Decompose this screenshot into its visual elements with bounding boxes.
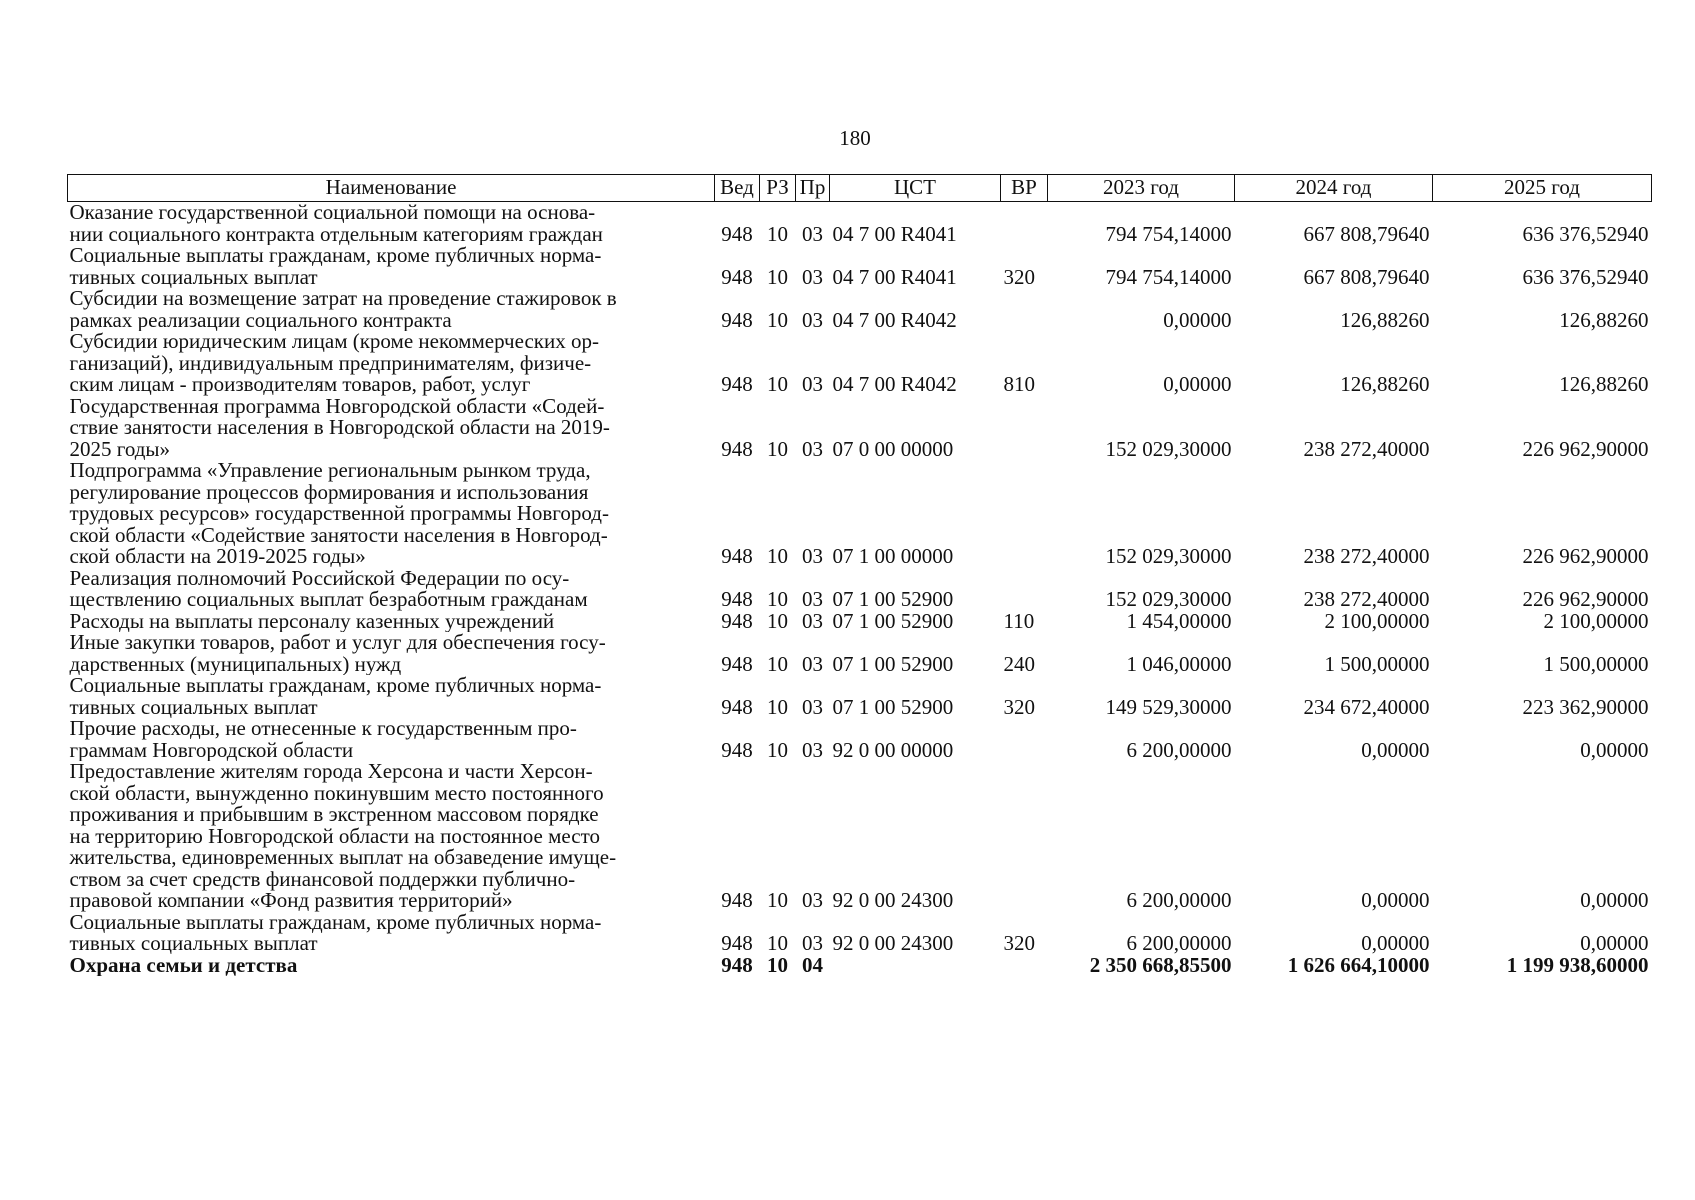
header-vr: ВР <box>1001 175 1048 202</box>
cell-2025: 126,88260 <box>1559 307 1649 331</box>
cell-pr: 03 <box>802 694 823 718</box>
cell-rz: 10 <box>767 587 788 611</box>
cell-ved: 948 <box>721 737 753 761</box>
cell-2024: 0,00000 <box>1361 888 1430 912</box>
cell-2023: 152 029,30000 <box>1105 436 1232 460</box>
cell-vr <box>1001 202 1048 246</box>
cell-rz: 10 <box>767 888 788 912</box>
header-cst: ЦСТ <box>830 175 1001 202</box>
page-number: 180 <box>839 126 871 150</box>
cell-rz: 10 <box>767 954 788 976</box>
cell-2024: 238 272,40000 <box>1303 544 1430 568</box>
cell-pr: 03 <box>802 436 823 460</box>
cell-2024: 238 272,40000 <box>1303 587 1430 611</box>
cell-pr: 03 <box>802 221 823 245</box>
cell-2023: 6 200,00000 <box>1126 737 1232 761</box>
cell-cst: 07 1 00 52900 <box>832 651 954 675</box>
cell-2023: 6 200,00000 <box>1126 931 1232 955</box>
cell-2025: 636 376,52940 <box>1522 221 1649 245</box>
cell-name: Реализация полномочий Российской Федерации по осу- ществлению социальных выплат безработным гражданам <box>69 567 588 611</box>
cell-name: Государственная программа Новгородской области «Содей- ствие занятости населения в Новгородской области на 2019- 2025 годы» <box>69 395 610 460</box>
header-2024: 2024 год <box>1235 175 1433 202</box>
table-row <box>68 331 1652 396</box>
cell-2023: 1 454,00000 <box>1126 610 1232 632</box>
cell-2024: 667 808,79640 <box>1303 264 1430 288</box>
cell-ved: 948 <box>721 931 753 955</box>
cell-2025: 0,00000 <box>1580 737 1649 761</box>
cell-cst: 07 0 00 00000 <box>832 436 954 460</box>
cell-vr <box>1001 955 1048 977</box>
cell-ved: 948 <box>721 372 753 396</box>
cell-ved: 948 <box>721 651 753 675</box>
cell-2023: 0,00000 <box>1163 372 1232 396</box>
table-row <box>68 761 1652 912</box>
cell-cst: 04 7 00 R4041 <box>832 221 957 245</box>
table-row <box>68 718 1652 761</box>
table-header <box>68 175 1652 202</box>
cell-name: Субсидии юридическим лицам (кроме некоммерческих ор- ганизаций), индивидуальным предпринимателям, физиче- ским лицам - производителям товаров, работ, услуг <box>69 331 599 396</box>
header-2023: 2023 год <box>1048 175 1235 202</box>
cell-vr: 240 <box>1003 651 1035 675</box>
cell-rz: 10 <box>767 264 788 288</box>
cell-rz: 10 <box>767 221 788 245</box>
cell-cst: 92 0 00 00000 <box>832 737 954 761</box>
cell-name: Социальные выплаты гражданам, кроме публичных норма- тивных социальных выплат <box>69 245 602 288</box>
cell-pr: 03 <box>802 651 823 675</box>
cell-vr <box>1001 460 1048 568</box>
cell-2023: 149 529,30000 <box>1105 694 1232 718</box>
cell-2023: 6 200,00000 <box>1126 888 1232 912</box>
cell-2024: 234 672,40000 <box>1303 694 1430 718</box>
cell-ved: 948 <box>721 436 753 460</box>
cell-name: Охрана семьи и детства <box>69 954 298 976</box>
cell-name: Прочие расходы, не отнесенные к государственным про- граммам Новгородской области <box>69 718 577 761</box>
cell-2024: 238 272,40000 <box>1303 436 1430 460</box>
cell-vr <box>1001 288 1048 331</box>
cell-2025: 223 362,90000 <box>1522 694 1649 718</box>
cell-rz: 10 <box>767 544 788 568</box>
table-row-total <box>68 955 1652 977</box>
cell-2025: 226 962,90000 <box>1522 436 1649 460</box>
cell-ved: 948 <box>721 694 753 718</box>
cell-2023: 152 029,30000 <box>1105 544 1232 568</box>
cell-pr: 03 <box>802 264 823 288</box>
table-row <box>68 460 1652 568</box>
cell-vr: 320 <box>1003 264 1035 288</box>
cell-vr <box>1001 761 1048 912</box>
table-row <box>68 245 1652 288</box>
cell-cst: 07 1 00 00000 <box>832 544 954 568</box>
cell-name: Расходы на выплаты персоналу казенных учреждений <box>69 610 555 632</box>
table-row <box>68 675 1652 718</box>
cell-ved: 948 <box>721 264 753 288</box>
cell-ved: 948 <box>721 544 753 568</box>
cell-2024: 1 500,00000 <box>1324 651 1430 675</box>
cell-pr: 03 <box>802 372 823 396</box>
cell-vr: 320 <box>1003 931 1035 955</box>
table-row <box>68 396 1652 461</box>
cell-name: Подпрограмма «Управление региональным рынком труда, регулирование процессов формирования и использования трудовых ресурсов» государственной программы Новгород- ской области «Содействие занятости населения в Новгород- ской области на 2019-2025 годы» <box>69 460 609 568</box>
cell-pr: 04 <box>802 954 823 976</box>
cell-2024: 126,88260 <box>1340 372 1430 396</box>
cell-pr: 03 <box>802 931 823 955</box>
cell-ved: 948 <box>721 307 753 331</box>
cell-2023: 794 754,14000 <box>1105 264 1232 288</box>
table-row <box>68 611 1652 633</box>
cell-cst <box>830 955 1001 977</box>
cell-name: Социальные выплаты гражданам, кроме публичных норма- тивных социальных выплат <box>69 675 602 718</box>
cell-cst: 07 1 00 52900 <box>832 694 954 718</box>
cell-rz: 10 <box>767 307 788 331</box>
cell-rz: 10 <box>767 610 788 632</box>
cell-name: Оказание государственной социальной помощи на основа- нии социального контракта отдельным категориям граждан <box>69 201 603 245</box>
cell-vr <box>1001 568 1048 611</box>
cell-2025: 1 500,00000 <box>1543 651 1649 675</box>
cell-2024: 0,00000 <box>1361 737 1430 761</box>
header-name: Наименование <box>68 175 715 202</box>
cell-rz: 10 <box>767 931 788 955</box>
cell-ved: 948 <box>721 888 753 912</box>
cell-cst: 07 1 00 52900 <box>832 587 954 611</box>
cell-name: Социальные выплаты гражданам, кроме публичных норма- тивных социальных выплат <box>69 911 602 955</box>
header-pr: Пр <box>796 175 830 202</box>
cell-ved: 948 <box>721 610 753 632</box>
cell-2023: 794 754,14000 <box>1105 221 1232 245</box>
cell-vr: 810 <box>1003 372 1035 396</box>
cell-ved: 948 <box>721 221 753 245</box>
cell-pr: 03 <box>802 544 823 568</box>
cell-cst: 92 0 00 24300 <box>832 931 954 955</box>
cell-vr <box>1001 396 1048 461</box>
header-2025: 2025 год <box>1433 175 1652 202</box>
cell-name: Предоставление жителям города Херсона и части Херсон- ской области, вынужденно покинувшим место постоянного проживания и прибывшим в экстренном массовом порядке на территорию Новгородской области на постоянное место жительства, единовременных выплат на обзаведение имуще- ством за счет средств финансовой поддержки публично- правовой компании «Фонд развития территорий» <box>69 761 617 912</box>
cell-2023: 152 029,30000 <box>1105 587 1232 611</box>
cell-cst: 04 7 00 R4042 <box>832 307 957 331</box>
header-rz: РЗ <box>760 175 796 202</box>
cell-2024: 126,88260 <box>1340 307 1430 331</box>
cell-2025: 0,00000 <box>1580 888 1649 912</box>
cell-2023: 1 046,00000 <box>1126 651 1232 675</box>
cell-rz: 10 <box>767 651 788 675</box>
cell-2025: 2 100,00000 <box>1543 610 1649 632</box>
cell-vr: 320 <box>1003 694 1035 718</box>
cell-ved: 948 <box>721 954 753 976</box>
cell-2023: 2 350 668,85500 <box>1089 954 1232 976</box>
cell-pr: 03 <box>802 587 823 611</box>
table-row <box>68 288 1652 331</box>
cell-2025: 126,88260 <box>1559 372 1649 396</box>
cell-pr: 03 <box>802 737 823 761</box>
cell-cst: 92 0 00 24300 <box>832 888 954 912</box>
cell-cst: 07 1 00 52900 <box>832 610 954 632</box>
cell-pr: 03 <box>802 888 823 912</box>
cell-2023: 0,00000 <box>1163 307 1232 331</box>
table-body <box>68 202 1652 977</box>
table-row <box>68 202 1652 246</box>
cell-vr <box>1001 718 1048 761</box>
cell-rz: 10 <box>767 436 788 460</box>
cell-name: Иные закупки товаров, работ и услуг для обеспечения госу- дарственных (муниципальных) нужд <box>69 632 606 675</box>
cell-pr: 03 <box>802 307 823 331</box>
cell-vr: 110 <box>1003 610 1035 632</box>
cell-name: Субсидии на возмещение затрат на проведение стажировок в рамках реализации социального контракта <box>69 288 617 331</box>
cell-cst: 04 7 00 R4042 <box>832 372 957 396</box>
cell-2024: 667 808,79640 <box>1303 221 1430 245</box>
cell-rz: 10 <box>767 737 788 761</box>
budget-table <box>67 174 1652 976</box>
cell-ved: 948 <box>721 587 753 611</box>
cell-cst: 04 7 00 R4041 <box>832 264 957 288</box>
cell-2025: 636 376,52940 <box>1522 264 1649 288</box>
header-ved: Вед <box>715 175 760 202</box>
cell-pr: 03 <box>802 610 823 632</box>
table-row <box>68 568 1652 611</box>
cell-2025: 226 962,90000 <box>1522 587 1649 611</box>
cell-2024: 1 626 664,10000 <box>1287 954 1430 976</box>
cell-2024: 2 100,00000 <box>1324 610 1430 632</box>
cell-2025: 1 199 938,60000 <box>1506 954 1649 976</box>
table-row <box>68 912 1652 955</box>
table-row <box>68 632 1652 675</box>
cell-rz: 10 <box>767 694 788 718</box>
cell-2025: 226 962,90000 <box>1522 544 1649 568</box>
cell-2024: 0,00000 <box>1361 931 1430 955</box>
cell-2025: 0,00000 <box>1580 931 1649 955</box>
cell-rz: 10 <box>767 372 788 396</box>
